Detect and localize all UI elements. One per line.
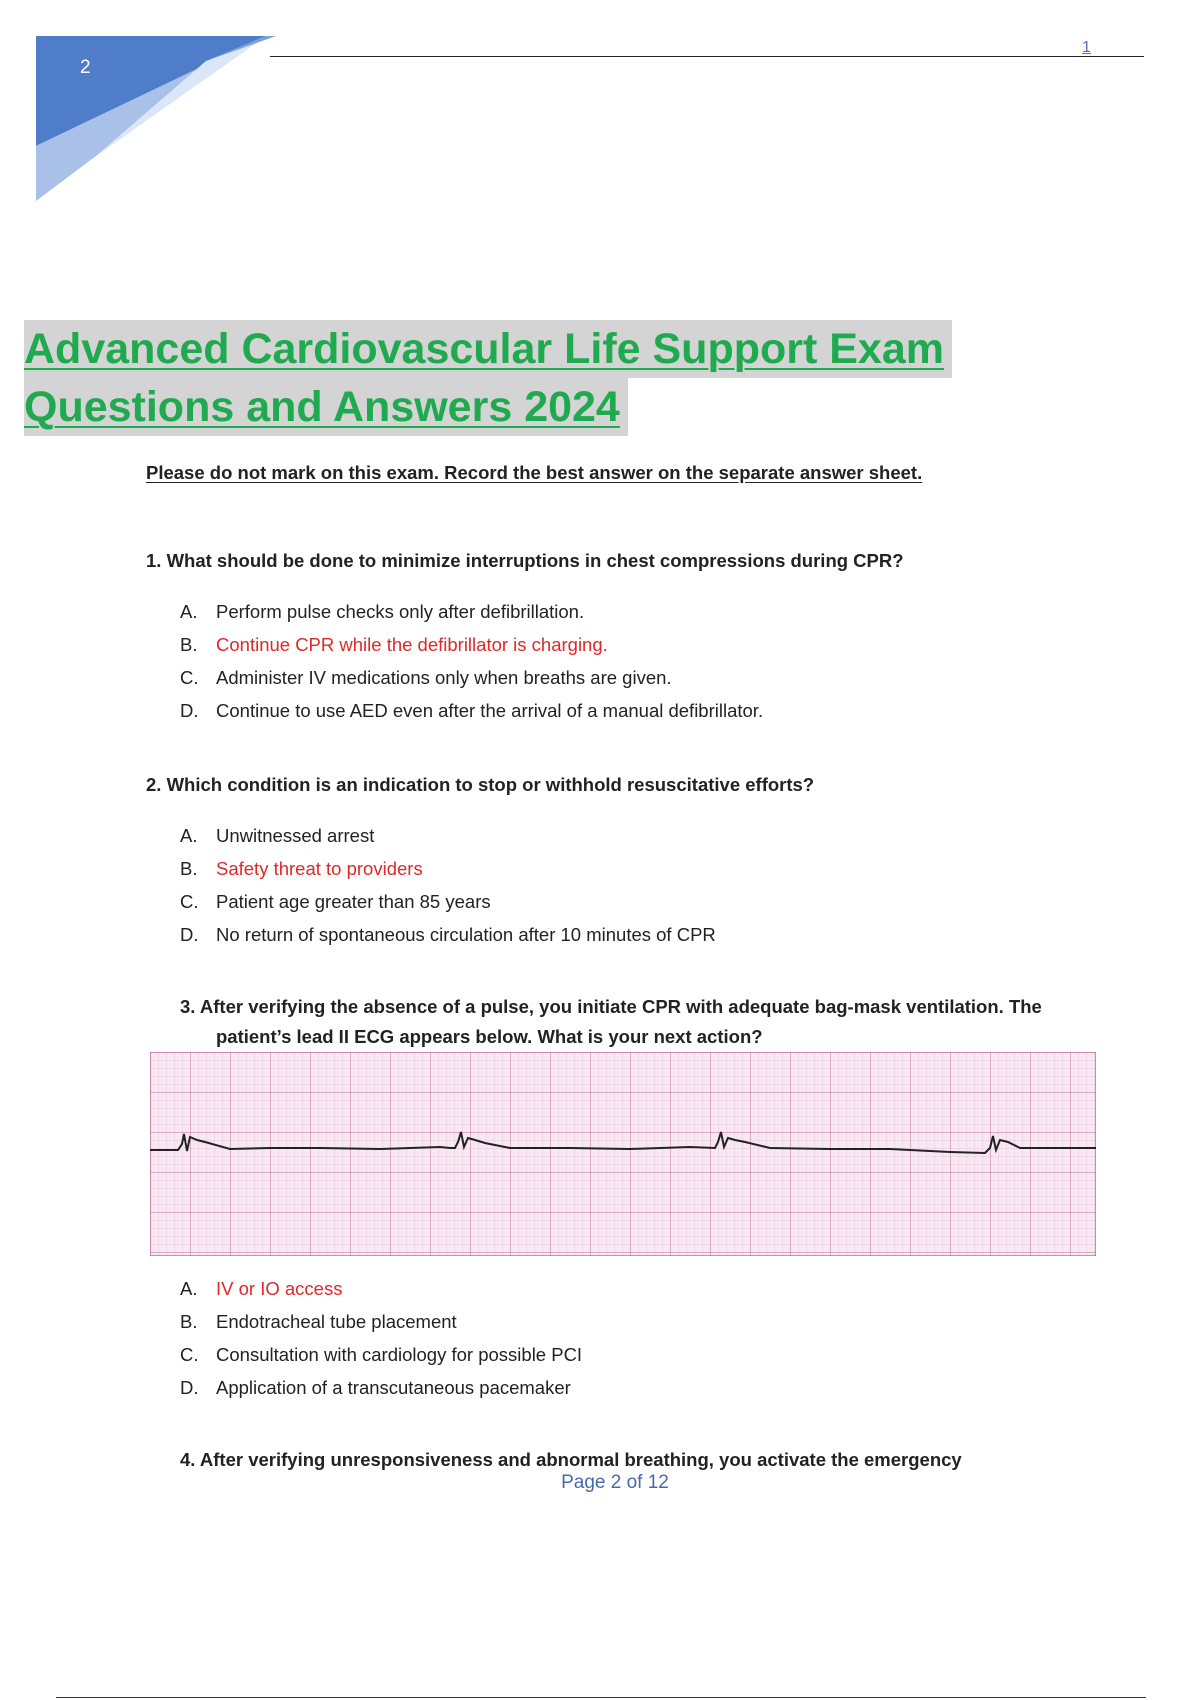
option-text: Continue to use AED even after the arrival of a manual defibrillator. xyxy=(216,700,764,721)
option-text: Consultation with cardiology for possible PCI xyxy=(216,1344,583,1365)
option-d[interactable] xyxy=(180,1373,582,1406)
question-text-line-2: patient’s lead II ECG appears below. What is your next action? xyxy=(216,1026,763,1047)
corner-page-number: 2 xyxy=(80,57,91,78)
option-letter: A. xyxy=(180,601,198,622)
option-a-correct[interactable] xyxy=(180,1274,582,1307)
page-footer-label: Page 2 of 12 xyxy=(561,1472,669,1493)
title-line-1: Advanced Cardiovascular Life Support Exam xyxy=(24,320,952,378)
option-letter: A. xyxy=(180,825,198,846)
question-text-line-1: After verifying the absence of a pulse, you initiate CPR with adequate bag-mask ventilation. The xyxy=(199,996,1042,1017)
question-2 xyxy=(146,770,814,800)
option-letter: D. xyxy=(180,1377,199,1398)
option-text: Safety threat to providers xyxy=(216,858,423,879)
option-letter: D. xyxy=(180,924,199,945)
option-text: Administer IV medications only when breaths are given. xyxy=(216,667,672,688)
option-b-correct[interactable] xyxy=(180,854,716,887)
option-text: Patient age greater than 85 years xyxy=(216,891,491,912)
option-d[interactable] xyxy=(180,696,763,729)
question-text: Which condition is an indication to stop or withhold resuscitative efforts? xyxy=(166,774,815,795)
option-letter: C. xyxy=(180,891,199,912)
question-1-options xyxy=(180,597,763,729)
question-3-options xyxy=(180,1274,582,1406)
option-text: Unwitnessed arrest xyxy=(216,825,375,846)
option-letter: B. xyxy=(180,1311,198,1332)
option-c[interactable] xyxy=(180,1340,582,1373)
bottom-rule xyxy=(56,1697,1146,1698)
option-letter: C. xyxy=(180,1344,199,1365)
question-number: 2. xyxy=(146,774,162,795)
option-d[interactable] xyxy=(180,920,716,953)
option-letter: B. xyxy=(180,858,198,879)
ecg-strip xyxy=(150,1052,1096,1256)
question-number: 1. xyxy=(146,550,162,571)
header-page-marker: 1 xyxy=(1082,39,1091,56)
option-text: Endotracheal tube placement xyxy=(216,1311,457,1332)
exam-instruction: Please do not mark on this exam. Record the best answer on the separate answer sheet. xyxy=(146,462,923,483)
option-letter: D. xyxy=(180,700,199,721)
question-number: 3. xyxy=(180,996,196,1017)
ecg-grid xyxy=(150,1052,1096,1256)
option-c[interactable] xyxy=(180,663,763,696)
document-title xyxy=(24,320,952,436)
question-1 xyxy=(146,546,904,576)
option-text: No return of spontaneous circulation after 10 minutes of CPR xyxy=(216,924,716,945)
option-a[interactable] xyxy=(180,821,716,854)
question-number: 4. xyxy=(180,1449,196,1470)
option-c[interactable] xyxy=(180,887,716,920)
option-text: IV or IO access xyxy=(216,1278,343,1299)
option-letter: C. xyxy=(180,667,199,688)
option-b[interactable] xyxy=(180,1307,582,1340)
option-text: Perform pulse checks only after defibrillation. xyxy=(216,601,585,622)
question-3 xyxy=(180,992,1042,1052)
option-text: Application of a transcutaneous pacemaker xyxy=(216,1377,571,1398)
option-text: Continue CPR while the defibrillator is charging. xyxy=(216,634,608,655)
option-letter: A. xyxy=(180,1278,198,1299)
option-b-correct[interactable] xyxy=(180,630,763,663)
title-line-2: Questions and Answers 2024 xyxy=(24,378,628,436)
question-text: What should be done to minimize interruptions in chest compressions during CPR? xyxy=(166,550,904,571)
question-4 xyxy=(180,1445,962,1475)
option-letter: B. xyxy=(180,634,198,655)
option-a[interactable] xyxy=(180,597,763,630)
question-text: After verifying unresponsiveness and abnormal breathing, you activate the emergency xyxy=(199,1449,962,1470)
header-rule xyxy=(270,56,1144,57)
question-2-options xyxy=(180,821,716,953)
corner-decoration xyxy=(36,36,276,201)
